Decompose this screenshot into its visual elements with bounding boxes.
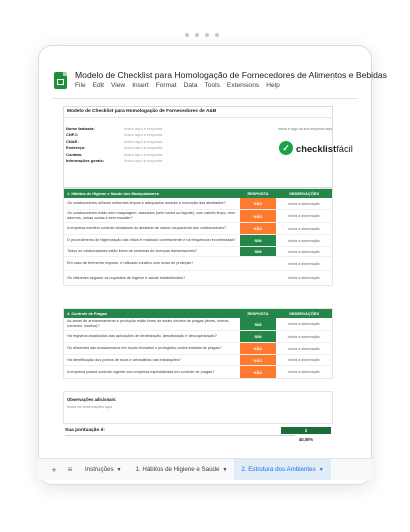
chevron-down-icon[interactable]: ▼ xyxy=(116,466,122,473)
menu-tools[interactable]: Tools xyxy=(204,82,220,89)
question-text: A empresa possui contrato vigente com empresa especializada em controle de pragas? xyxy=(67,369,215,374)
observation-cell[interactable]: Insira a observação xyxy=(288,249,320,254)
tab-label: 2. Estrutura dos Ambientes xyxy=(241,466,316,473)
observation-cell[interactable]: Insira a observação xyxy=(288,358,320,362)
checklistfacil-logo xyxy=(279,141,353,155)
answer-header: RESPOSTA xyxy=(247,191,269,196)
field-placeholder[interactable]: Insira aqui a resposta xyxy=(124,145,163,151)
question-text: Todos os colaboradores estão livres de sintomas de doenças transmissíveis? xyxy=(67,249,198,254)
observation-cell[interactable]: Insira a observação xyxy=(288,214,320,218)
answer-dropdown[interactable]: SIM xyxy=(240,318,276,330)
field-placeholder[interactable]: Insira aqui a resposta xyxy=(124,157,163,163)
menu-file[interactable]: File xyxy=(75,82,86,89)
menu-bar xyxy=(75,82,280,89)
observation-cell[interactable]: Insira a observação xyxy=(288,276,320,280)
add-sheet-icon[interactable]: + xyxy=(51,464,57,475)
answer-dropdown[interactable]: NÃO xyxy=(240,366,276,378)
answer-dropdown[interactable]: NÃO xyxy=(240,355,276,365)
observation-cell[interactable]: Insira a observação xyxy=(288,370,320,374)
question-text: Há registros atualizados das aplicações de dedetização, desratização e descupinização? xyxy=(67,334,217,339)
field-label: CNPJ: xyxy=(66,132,79,138)
score-value: 2 xyxy=(281,427,331,434)
observation-cell[interactable]: Insira a observação xyxy=(288,346,320,351)
table-row xyxy=(64,343,332,355)
field-label: Contato: xyxy=(66,151,83,157)
document-title[interactable]: Modelo de Checklist para Homologação de Fornecedores de Alimentos e Bebidas xyxy=(75,70,387,80)
field-label: Endereço: xyxy=(66,145,86,151)
brand-main: checklist xyxy=(296,142,337,154)
answer-header: RESPOSTA xyxy=(247,311,269,316)
tab-instrucoes[interactable] xyxy=(78,459,129,480)
table-row xyxy=(64,331,332,343)
logo-hint: Insira a logo da sua empresa aqui xyxy=(278,127,333,131)
menu-help[interactable]: Help xyxy=(266,82,280,89)
menu-extensions[interactable]: Extensions xyxy=(226,82,260,89)
field-label: Nome fantasia: xyxy=(66,126,95,131)
section-header xyxy=(64,309,332,318)
menu-edit[interactable]: Edit xyxy=(92,82,104,89)
field-label: Informações gerais: xyxy=(66,157,105,163)
additional-observations[interactable] xyxy=(63,391,333,424)
answer-dropdown[interactable] xyxy=(240,257,276,270)
section-higiene xyxy=(63,188,333,286)
brand-suffix: fácil xyxy=(336,142,353,154)
field-placeholder[interactable]: Insira aqui a resposta xyxy=(124,126,163,131)
tab-higiene[interactable] xyxy=(129,459,235,480)
observation-cell[interactable]: Insira a observação xyxy=(288,201,320,206)
table-row xyxy=(64,355,332,366)
score-label: Sua pontuação é: xyxy=(65,428,105,433)
observation-cell[interactable]: Insira a observação xyxy=(288,261,320,266)
question-text: Os alimentos são armazenados em locais fechados e protegidos contra entrada de pragas? xyxy=(67,346,222,351)
answer-dropdown[interactable]: NÃO xyxy=(240,223,276,234)
table-row xyxy=(64,235,332,247)
menu-view[interactable]: View xyxy=(111,82,126,89)
field-label: CNAE: xyxy=(66,138,79,144)
observations-title: Observações adicionais: xyxy=(67,397,117,402)
tab-label: 1. Hábitos de Higiene e Saúde xyxy=(135,466,220,473)
field-placeholder[interactable]: Insira aqui a resposta xyxy=(124,132,163,138)
section-title: 1. Hábitos de Higiene e Saúde dos Manipuladores xyxy=(67,191,159,196)
window-dots xyxy=(185,33,219,37)
question-text: As áreas de armazenamento e produção estão livres de sinais visíveis de pragas (fezes, ninhos, roedores, insetos)? xyxy=(67,319,230,328)
answer-dropdown[interactable]: NÃO xyxy=(240,210,276,222)
observation-cell[interactable]: Insira a observação xyxy=(288,238,320,243)
form-row-info[interactable] xyxy=(66,158,162,164)
menu-data[interactable]: Data xyxy=(183,82,198,89)
table-row xyxy=(64,210,332,223)
observation-cell[interactable]: Insira a observação xyxy=(288,226,320,231)
section-header xyxy=(64,189,332,198)
check-circle-icon: ✓ xyxy=(279,141,293,155)
question-text: A empresa mantém controle atualizado do atestado de saúde ocupacional dos colaboradores? xyxy=(67,226,227,231)
table-row xyxy=(64,257,332,271)
menu-insert[interactable]: Insert xyxy=(132,82,149,89)
answer-dropdown[interactable]: SIM xyxy=(240,235,276,246)
field-placeholder[interactable]: Insira aqui a resposta xyxy=(124,138,163,144)
section-title: 4. Controle de Pragas xyxy=(67,311,107,316)
question-text: Há identificação dos pontos de iscas e armadilhas nas instalações? xyxy=(67,357,181,362)
table-row xyxy=(64,198,332,210)
menu-format[interactable]: Format xyxy=(155,82,177,89)
question-text: Os colaboradores estão sem maquiagem, asseados (sem barba ou bigode), com cabelo limpo, sem adornos, unhas curtas e sem esmalte? xyxy=(67,211,235,220)
table-row xyxy=(64,318,332,331)
app-titlebar xyxy=(54,70,387,96)
answer-dropdown[interactable]: SIM xyxy=(240,247,276,256)
header-card xyxy=(63,106,353,188)
table-row xyxy=(64,223,332,235)
obs-header: OBSERVAÇÕES xyxy=(289,191,319,196)
obs-header: OBSERVAÇÕES xyxy=(289,311,319,316)
score-percent: 40,00% xyxy=(298,437,314,442)
spreadsheet-grid[interactable] xyxy=(52,98,358,443)
chevron-down-icon[interactable]: ▼ xyxy=(222,466,228,473)
chevron-down-icon[interactable]: ▼ xyxy=(318,466,324,473)
answer-dropdown[interactable] xyxy=(240,271,276,285)
answer-dropdown[interactable]: NÃO xyxy=(240,343,276,354)
all-sheets-menu-icon[interactable]: ≡ xyxy=(67,465,73,474)
question-text: Os visitantes seguem os requisitos de higiene e saúde estabelecidos? xyxy=(67,275,186,280)
field-placeholder[interactable]: Insira aqui a resposta xyxy=(124,151,163,157)
card-title: Modelo de Checklist para Homologação de Fornecedores de A&B xyxy=(67,109,217,114)
answer-dropdown[interactable]: SIM xyxy=(240,331,276,342)
observation-cell[interactable]: Insira a observação xyxy=(288,322,320,326)
table-row xyxy=(64,247,332,257)
question-text: Os colaboradores utilizam uniformes limpos e adequados durante a execução das atividades? xyxy=(67,201,226,206)
question-text: O procedimento de higienização das mãos é realizado corretamente e na frequência recomendada? xyxy=(67,238,236,243)
table-row xyxy=(64,271,332,285)
answer-dropdown[interactable]: NÃO xyxy=(240,198,276,209)
observations-placeholder[interactable]: Insira as observações aqui xyxy=(67,405,113,409)
tab-estrutura[interactable] xyxy=(234,459,330,480)
question-text: Em caso de ferimento exposto, é utilizado curativo com luvas de proteção? xyxy=(67,261,194,266)
table-row xyxy=(64,366,332,378)
sheets-logo-icon[interactable] xyxy=(54,72,67,89)
section-pragas xyxy=(63,308,333,379)
tab-label: Instruções xyxy=(85,466,114,473)
sheet-tab-bar xyxy=(38,458,372,480)
observation-cell[interactable]: Insira a observação xyxy=(288,334,320,339)
company-form xyxy=(66,126,162,164)
